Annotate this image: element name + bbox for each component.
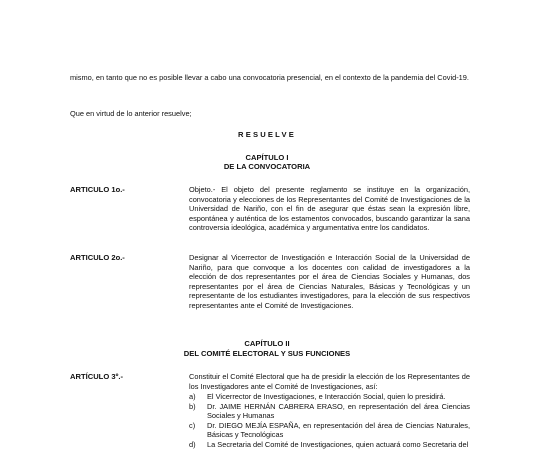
list-item xyxy=(189,440,470,450)
list-item-letter: d) xyxy=(189,439,196,449)
list-item-letter: c) xyxy=(189,420,196,430)
list-item xyxy=(189,421,470,440)
article-1-text: Objeto.- El objeto del presente reglamento se instituye en la organización, convocatoria y elecciones de los Representantes del Comité de Investigaciones de la Universidad de Nariño, con el fin de asegurar que éstas sean la expresión libre, espontánea y auténtica de los estamentos convocados, buscando garantizar la sana controversia ideológica, académica y argumentativa entre los candidatos. xyxy=(189,185,470,233)
article-2-label: ARTICULO 2o.- xyxy=(70,253,125,262)
chapter-2-number: CAPÍTULO II xyxy=(244,339,290,348)
article-2-text: Designar al Vicerrector de Investigación e Interacción Social de la Universidad de Nariño, para que convoque a los docentes con calidad de investigadores a la elección de dos representantes por el área de Ciencias Sociales y Humanas, dos representantes por el área de Ciencias Naturales, Básicas y Tecnológicas y un representante de los estudiantes investigadores, para la elección de sus respectivos representantes ante el Comité de Investigaciones. xyxy=(189,253,470,310)
list-item-text: El Vicerrector de Investigaciones, e Interacción Social, quien lo presidirá. xyxy=(207,392,446,401)
chapter-1-title: DE LA CONVOCATORIA xyxy=(223,162,311,171)
committee-list xyxy=(189,392,470,450)
list-item-text: Dr. DIEGO MEJÍA ESPAÑA, en representación del área de Ciencias Naturales, Básicas y Tecnológicas xyxy=(207,420,470,440)
resolve-intro-line: Que en virtud de lo anterior resuelve; xyxy=(70,109,192,118)
list-item-letter: b) xyxy=(189,401,196,411)
list-item xyxy=(189,392,470,402)
list-item-letter: a) xyxy=(189,392,196,401)
intro-paragraph: mismo, en tanto que no es posible llevar a cabo una convocatoria presencial, en el contexto de la pandemia del Covid-19. xyxy=(70,73,469,82)
chapter-2-title: DEL COMITÉ ELECTORAL Y SUS FUNCIONES xyxy=(183,349,351,358)
article-1-label: ARTICULO 1o.- xyxy=(70,185,125,194)
list-item-text: La Secretaria del Comité de Investigaciones, quien actuará como Secretaria del xyxy=(207,439,469,449)
article-3-text: Constituir el Comité Electoral que ha de presidir la elección de los Representantes de los Investigadores ante el Comité de Investigaciones, así: xyxy=(189,372,470,391)
list-item xyxy=(189,402,470,421)
list-item-text: Dr. JAIME HERNÁN CABRERA ERASO, en representación del área Ciencias Sociales y Humanas xyxy=(207,401,470,421)
resuelve-heading: RESUELVE xyxy=(238,130,296,139)
chapter-1-number: CAPÍTULO I xyxy=(245,153,289,162)
article-3-label: ARTÍCULO 3º.- xyxy=(70,372,123,381)
